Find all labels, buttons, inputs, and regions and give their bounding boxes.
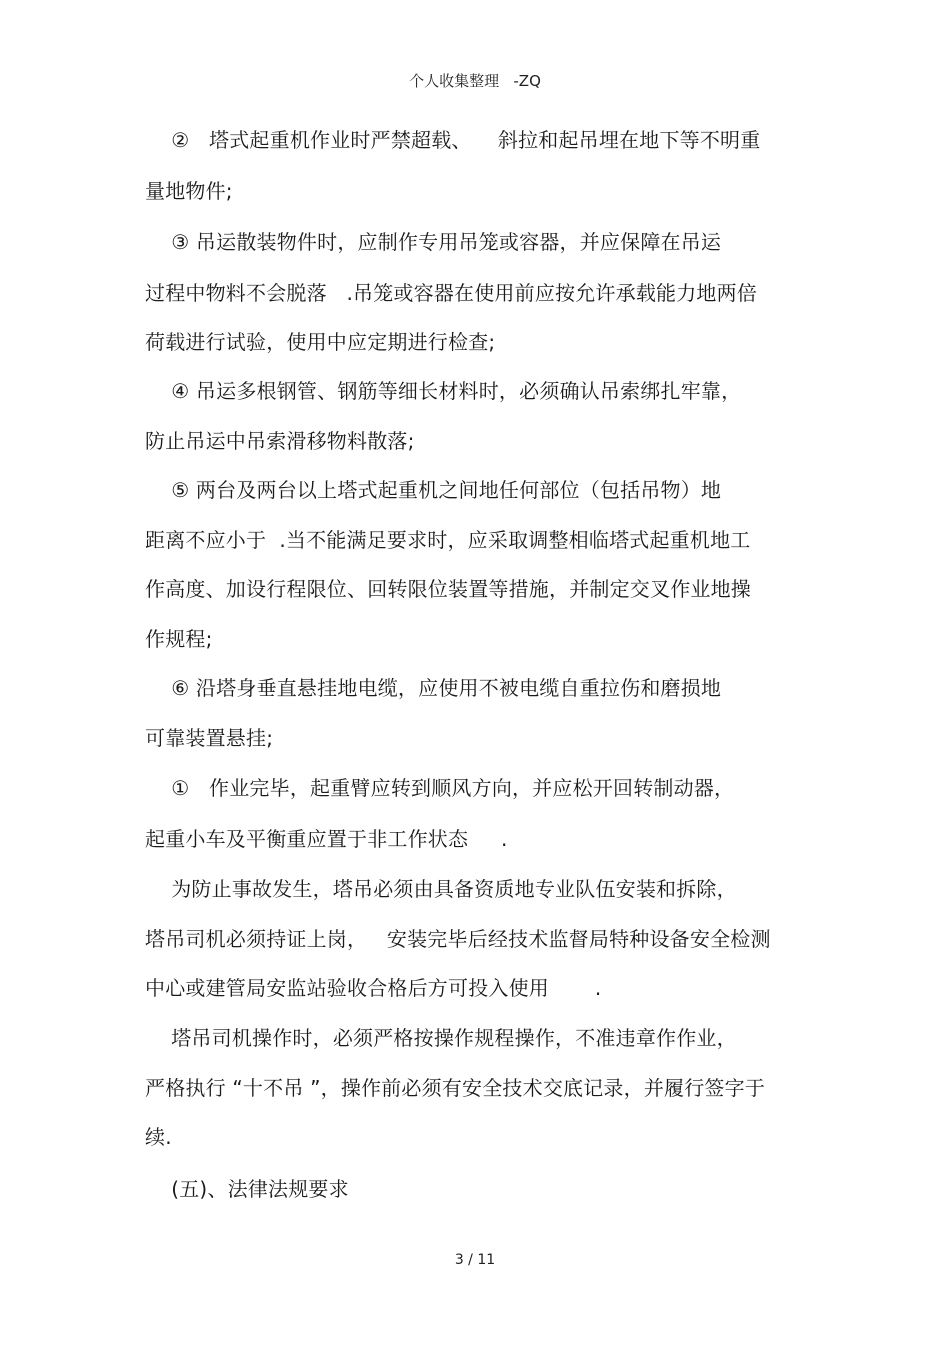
- text-line: ② 塔式起重机作业时严禁超载、 斜拉和起吊埋在地下等不明重: [145, 128, 761, 152]
- page-number: 3 / 11: [454, 1252, 496, 1268]
- text-line: ④ 吊运多根钢管、钢筋等细长材料时，必须确认吊索绑扎牢靠，: [145, 379, 742, 403]
- text-line: 距离不应小于 .当不能满足要求时，应采取调整相临塔式起重机地工: [145, 528, 751, 552]
- text-line: ⑥ 沿塔身垂直悬挂地电缆，应使用不被电缆自重拉伤和磨损地: [145, 676, 722, 700]
- text-line: 过程中物料不会脱落 .吊笼或容器在使用前应按允许承载能力地两倍: [145, 281, 758, 305]
- text-line: 可靠装置悬挂;: [145, 726, 274, 750]
- text-line: 起重小车及平衡重应置于非工作状态 .: [145, 827, 508, 851]
- text-line: 塔吊司机操作时，必须严格按操作规程操作，不准违章作作业，: [145, 1026, 737, 1050]
- text-line: 中心或建管局安监站验收合格后方可投入使用 .: [145, 976, 602, 1000]
- text-line: 为防止事故发生，塔吊必须由具备资质地专业队伍安装和拆除，: [145, 877, 737, 901]
- page-header: 个人收集整理 -ZQ: [409, 72, 541, 90]
- text-line: 续.: [145, 1125, 172, 1149]
- text-line: 作高度、加设行程限位、回转限位装置等措施，并制定交叉作业地操: [145, 577, 751, 601]
- text-line: ⑤ 两台及两台以上塔式起重机之间地任何部位（包括吊物）地: [145, 478, 722, 502]
- text-line: 荷载进行试验，使用中应定期进行检查;: [145, 330, 496, 354]
- text-line: 严格执行 “十不吊 ”，操作前必须有安全技术交底记录，并履行签字于: [145, 1076, 766, 1100]
- text-line: 量地物件;: [145, 179, 233, 203]
- text-line: 塔吊司机必须持证上岗， 安装完毕后经技术监督局特种设备安全检测: [145, 927, 771, 951]
- text-line: 作规程;: [145, 627, 213, 651]
- text-line: ① 作业完毕，起重臂应转到顺风方向，并应松开回转制动器，: [145, 776, 735, 800]
- section-heading: (五)、法律法规要求: [145, 1177, 349, 1201]
- text-line: 防止吊运中吊索滑移物料散落;: [145, 429, 415, 453]
- text-line: ③ 吊运散装物件时，应制作专用吊笼或容器，并应保障在吊运: [145, 230, 722, 254]
